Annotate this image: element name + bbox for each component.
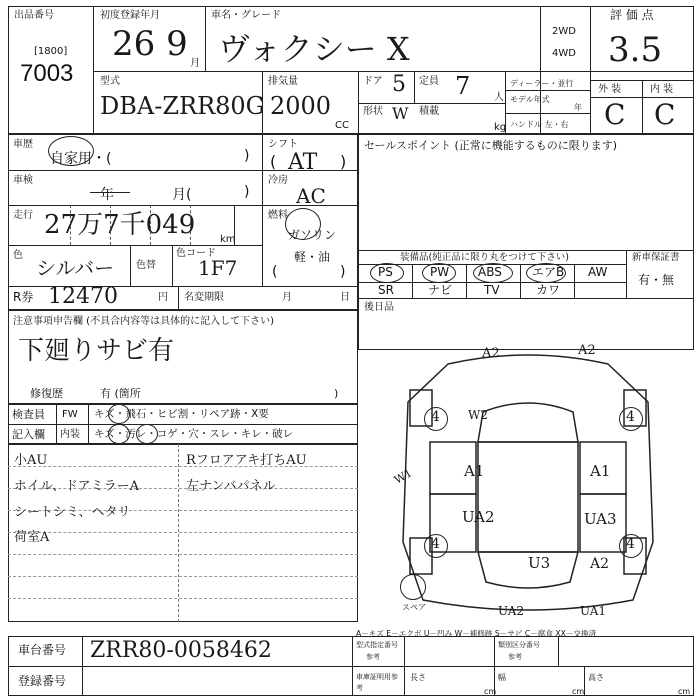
int-circle-1 (108, 424, 130, 444)
doors-value: 5 (392, 72, 406, 97)
warranty-label: 新車保証書 (632, 252, 680, 263)
fuel-bracket-close: ) (340, 264, 346, 280)
model-year-unit: 年 (574, 103, 582, 112)
first-reg-value: 26 9 (112, 24, 188, 64)
reg-label: 登録番号 (18, 674, 67, 688)
handle-label: ハンドル 左・右 (510, 120, 569, 129)
seats-unit: 人 (494, 92, 504, 103)
sales-block (358, 134, 694, 350)
mark-a2-rear: A2 (590, 556, 610, 572)
doors-label: ドア (363, 76, 383, 87)
shift-label: シフト (268, 139, 298, 150)
displacement-label: 排気量 (268, 76, 298, 87)
inspection-label: 車検 (13, 175, 33, 186)
ac-value: AC (296, 184, 326, 208)
first-reg-unit: 月 (190, 58, 200, 69)
length-unit: cm (484, 687, 497, 696)
fuel-label: 燃料 (268, 210, 288, 221)
repair-value: 有 (箇所 (100, 387, 141, 400)
color-change-label: 色替 (136, 260, 156, 271)
model-value: ヴォクシー X (218, 30, 410, 68)
category-label: 類別区分番号 (498, 641, 540, 649)
drive-4wd: 4WD (552, 48, 576, 59)
category-ref: 参考 (508, 653, 522, 661)
first-reg-label: 初度登録年月 (100, 10, 160, 21)
notes-value: 下廻りサビ有 (18, 336, 175, 366)
fuel-bracket-open: ( (272, 264, 278, 280)
mark-w2: W2 (468, 408, 488, 422)
mark-wheel-rl: 4 (431, 536, 440, 552)
spare-circle (400, 574, 426, 600)
equipment-label: 装備品(純正品に限り丸をつけて下さい) (400, 252, 569, 263)
color-label: 色 (13, 250, 23, 261)
width-unit: cm (572, 687, 585, 696)
fw-items: キズ・飛石・ヒビ割・リペア跡・X要 (94, 408, 269, 420)
model-label: 車名・グレード (211, 10, 281, 21)
mark-a2-front-left: A2 (482, 346, 500, 361)
seats-value: 7 (455, 72, 471, 100)
equip-navi: ナビ (428, 283, 453, 297)
interior-items: キズ・汚レ・コゲ・穴・スレ・キレ・破レ (94, 428, 294, 440)
recycle-label: R券 (13, 290, 34, 304)
model-cert-label: 型式指定番号 (356, 641, 398, 649)
mark-wheel-fr: 4 (626, 409, 635, 425)
mark-a1-left: A1 (464, 462, 485, 480)
shift-bracket-close: ) (340, 152, 347, 171)
fw-circle (108, 404, 130, 424)
airbag-circle (526, 263, 566, 283)
interior-insp-label: 内装 (60, 429, 80, 440)
inspector-label: 検査員 (12, 408, 45, 421)
displacement-unit: CC (335, 120, 349, 131)
remark-left-3: シートシミ、ヘタリ (14, 505, 131, 520)
inspection-close: ) (244, 184, 250, 200)
inspection-year: 年 (100, 187, 114, 203)
remark-left-1: 小AU (14, 453, 48, 468)
mileage-unit: km (220, 234, 236, 245)
width-label: 幅 (498, 673, 506, 682)
fuel-gas: ガソリン (288, 228, 337, 242)
mark-a2-front-right: A2 (578, 343, 596, 358)
equip-leather: カワ (536, 283, 561, 297)
fuel-circle (285, 208, 321, 240)
mark-ua1: UA1 (580, 604, 607, 618)
height-label: 高さ (588, 673, 604, 682)
equip-pw: PW (430, 265, 450, 279)
mark-wheel-rr: 4 (626, 536, 635, 552)
type-label: 型式 (100, 76, 120, 87)
fuel-light: 軽・油 (294, 250, 331, 264)
inspection-month: 月( (172, 187, 192, 203)
abs-circle (473, 263, 513, 283)
history-label: 車歴 (13, 139, 33, 150)
shift-brackets: ( (270, 152, 277, 171)
dealer-label: ディーラー・並行 (510, 79, 574, 88)
history-value: 自家用・( (50, 151, 112, 167)
rear-day-label: 後日品 (364, 302, 394, 313)
remark-right-2: 左ナンバパネル (186, 479, 276, 494)
equip-sr: SR (378, 283, 394, 297)
equip-ps: PS (378, 265, 393, 279)
pw-circle (422, 263, 456, 283)
score-value: 3.5 (608, 30, 663, 70)
score-label: 評 価 点 (610, 8, 654, 22)
chassis-label: 車台番号 (18, 643, 67, 657)
shape-value: W (392, 104, 409, 123)
equip-abs: ABS (478, 265, 502, 279)
load-label: 積載 (419, 106, 439, 117)
vehicle-cert-label: 車庫証明用参考 (356, 673, 398, 692)
exterior-label: 外 装 (598, 84, 622, 95)
history-circle (48, 136, 94, 166)
warranty-value: 有・無 (638, 273, 675, 287)
lot-number: 7003 (20, 60, 74, 87)
name-change-day: 日 (340, 292, 350, 303)
name-change-month: 月 (282, 292, 292, 303)
remark-left-2: ホイル、ドアミラーA (14, 479, 139, 494)
notes-label: 注意事項申告欄 (不具合内容等は具体的に記入して下さい) (13, 316, 274, 327)
ac-label: 冷房 (268, 175, 288, 186)
lot-label: 出品番号 (14, 10, 54, 21)
mark-spare: スペア (402, 603, 426, 612)
mileage-label: 走行 (13, 210, 33, 221)
mark-wheel-fl: 4 (431, 409, 440, 425)
remarks-block (8, 444, 358, 622)
color-code-value: 1F7 (198, 256, 238, 280)
chassis-value: ZRR80-0058462 (90, 638, 272, 663)
mark-u3: U3 (528, 554, 551, 572)
int-circle-2 (136, 424, 158, 444)
interior-label: 内 装 (650, 84, 674, 95)
recycle-value: 12470 (48, 284, 118, 309)
model-cert-ref: 参考 (366, 653, 380, 661)
name-change-label: 名変期限 (184, 292, 224, 303)
entry-label: 記入欄 (12, 428, 45, 441)
repair-close: ) (334, 387, 339, 400)
mark-ua3: UA3 (584, 510, 617, 528)
mark-ua2-left: UA2 (462, 508, 495, 526)
exterior-value: C (604, 98, 626, 131)
shape-label: 形状 (363, 106, 383, 117)
recycle-unit: 円 (158, 292, 168, 303)
color-code-label: 色コード (176, 248, 216, 259)
equip-airbag: エアB (532, 265, 565, 279)
seats-label: 定員 (419, 76, 439, 87)
ps-circle (370, 263, 404, 283)
remark-left-4: 荷室A (14, 530, 50, 545)
equip-aw: AW (588, 265, 608, 279)
lot-small: [1800] (34, 46, 68, 57)
load-unit: kg (494, 122, 507, 133)
sales-point-label: セールスポイント (正常に機能するものに限ります) (364, 139, 618, 152)
height-unit: cm (678, 687, 691, 696)
type-value: DBA-ZRR80G (100, 92, 265, 120)
equip-tv: TV (484, 283, 500, 297)
mileage-value: 27万7千049 (44, 210, 196, 240)
model-year-label: モデル年式 (510, 95, 550, 104)
mark-a1-right: A1 (590, 462, 611, 480)
repair-label: 修復歴 (30, 387, 63, 400)
remark-right-1: Rフロアアキ打ちAU (186, 453, 307, 468)
drive-2wd: 2WD (552, 26, 576, 37)
length-label: 長さ (410, 673, 426, 682)
mark-w1: W1 (391, 466, 415, 487)
history-close: ) (244, 148, 250, 164)
interior-value: C (654, 98, 676, 131)
damage-legend: A－キズ E－エクボ U－凹み W－補修跡 S－サビ C－腐食 XX－交換済 (356, 629, 597, 638)
fw-label: FW (62, 409, 78, 420)
displacement-value: 2000 (270, 92, 332, 120)
mark-ua2-rear: UA2 (498, 604, 525, 618)
shift-value: AT (288, 150, 318, 175)
color-value: シルバー (36, 256, 115, 280)
